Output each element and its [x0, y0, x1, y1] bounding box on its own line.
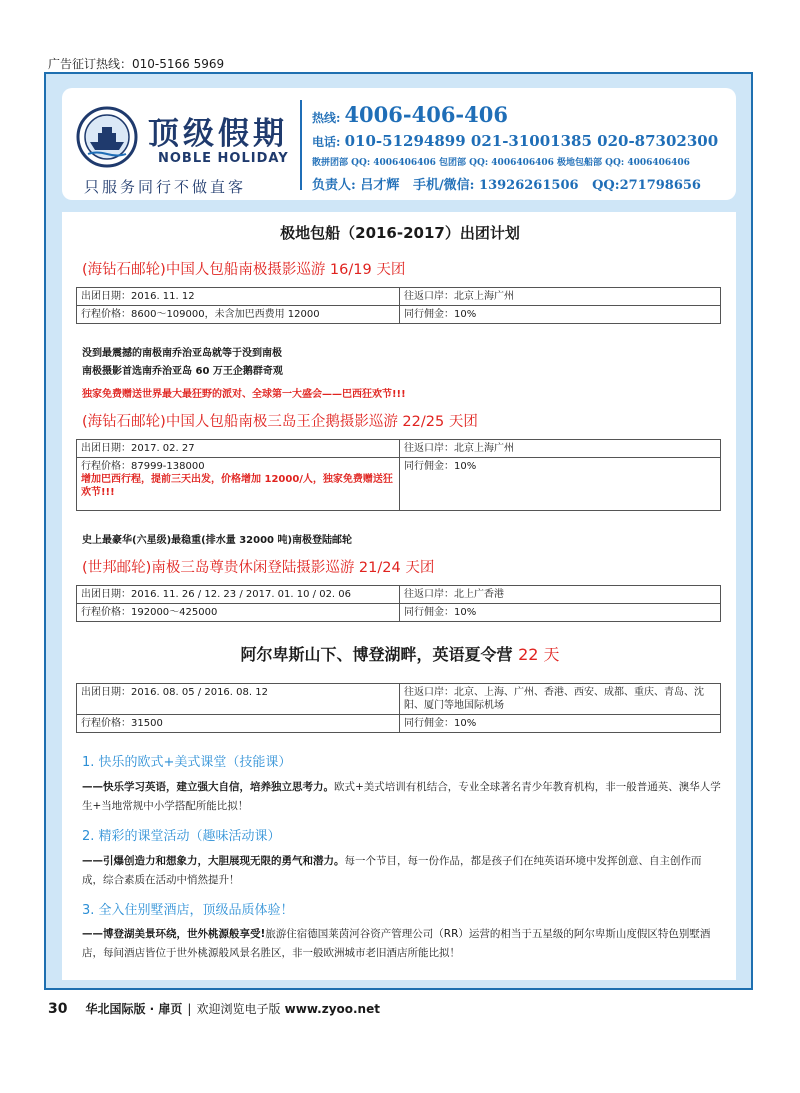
tour-3-name: 南极三岛尊贵休闲登陆摄影巡游 21/24 天团 [151, 560, 435, 576]
table-row [77, 306, 721, 324]
tour-1-commission: 同行佣金：10% [400, 306, 721, 324]
tour-1-table [76, 287, 721, 324]
page-footer [48, 1000, 380, 1017]
tour-2-ship: (海钻石邮轮) [82, 414, 166, 430]
ship-logo-icon [76, 106, 138, 168]
tour-1-port: 往返口岸：北京上海广州 [400, 288, 721, 306]
tour-2-title [82, 410, 478, 431]
tour-2-port: 往返口岸：北京上海广州 [400, 440, 721, 458]
qq-number: 271798656 [619, 178, 701, 193]
tour-2-table [76, 439, 721, 511]
promo-line: 独家免费赠送世界最大最狂野的派对、全球第一大盛会——巴西狂欢节!!! [82, 389, 406, 400]
table-row [77, 288, 721, 306]
manager-name: 吕才辉 [360, 178, 400, 193]
camp-date: 出团日期：2016. 08. 05 / 2016. 08. 12 [77, 684, 400, 715]
tour-3-title [82, 556, 434, 577]
brand-english: NOBLE HOLIDAY [158, 151, 289, 166]
ad-hotline: 广告征订热线：010-5166 5969 [48, 57, 225, 71]
section-1-text: 欧式+美式培训有机结合，专业全球著名青少年教育机构，非一般普通英、澳华人学生+当地常规中小学搭配所能比拟！ [82, 781, 721, 812]
page-title: 极地包船（2016-2017）出团计划 [280, 224, 520, 242]
camp-name: 阿尔卑斯山下、博登湖畔，英语夏令营 [240, 645, 513, 664]
table-row [77, 586, 721, 604]
edition-label: 华北国际版 · 扉页 [85, 1002, 183, 1016]
phone-row [312, 132, 718, 150]
table-row [77, 440, 721, 458]
table-row [77, 458, 721, 511]
tour-3-date: 出团日期：2016. 11. 26 / 12. 23 / 2017. 01. 10 / 02. 06 [77, 586, 400, 604]
section-2-body [82, 852, 722, 890]
camp-commission: 同行佣金：10% [400, 715, 721, 733]
hotline-number: 4006-406-406 [344, 102, 508, 127]
section-2-text: 每一个节目，每一份作品，都是孩子们在纯英语环境中发挥创意、自主创作而成，综合素质在活动中悄然提升！ [82, 855, 702, 886]
table-row [77, 715, 721, 733]
header-banner [62, 88, 736, 200]
camp-title [0, 642, 800, 665]
note-line: 没到最震撼的南极南乔治亚岛就等于没到南极 [82, 348, 282, 359]
tour-2-date: 出团日期：2017. 02. 27 [77, 440, 400, 458]
page-number: 30 [48, 1001, 68, 1017]
section-3-text: 旅游住宿德国莱茵河谷资产管理公司（RR）运营的相当于五星级的阿尔卑斯山度假区特色别墅酒店，每间酒店皆位于世外桃源般风景名胜区，非一般欧洲城市老旧酒店所能比拟！ [82, 928, 711, 959]
camp-table [76, 683, 721, 733]
tour-3-price: 行程价格：192000～425000 [77, 604, 400, 622]
tour-1-date: 出团日期：2016. 11. 12 [77, 288, 400, 306]
camp-days: 22 天 [518, 645, 560, 664]
tour-3-port: 往返口岸：北上广香港 [400, 586, 721, 604]
hotline-row [312, 102, 508, 127]
section-3-body [82, 925, 722, 963]
divider [300, 100, 302, 190]
phone-numbers: 010-51294899 021-31001385 020-87302300 [344, 132, 719, 150]
camp-port: 往返口岸：北京、上海、广州、香港、西安、成都、重庆、青岛、沈阳、厦门等地国际机场 [400, 684, 721, 715]
note-line: 南极摄影首选南乔治亚岛 60 万王企鹅群奇观 [82, 366, 283, 377]
mobile-number: 13926261506 [479, 178, 579, 193]
section-1-body [82, 778, 722, 816]
tour-3-ship: (世邦邮轮) [82, 560, 152, 576]
tour-1-ship: (海钻石邮轮) [82, 262, 166, 278]
tour-2-price: 行程价格：87999-138000 [81, 461, 205, 472]
section-3-heading: 3. 全入住别墅酒店，顶级品质体验！ [82, 903, 294, 918]
footer-separator: | [187, 1002, 192, 1016]
qq-row: 散拼团部 QQ: 4006406406 包团部 QQ: 4006406406 极地包船部 QQ: 4006406406 [312, 158, 690, 168]
manager-label: 负责人: [312, 178, 356, 193]
manager-row [312, 174, 701, 193]
table-row [77, 604, 721, 622]
mobile-label: 手机/微信: [412, 178, 475, 193]
tour-1-price: 行程价格：8600～109000，未含加巴西费用 12000 [77, 306, 400, 324]
footer-text: 欢迎浏览电子版 [196, 1002, 281, 1016]
tour-1-title [82, 258, 405, 279]
note-line: 史上最豪华(六星级)最稳重(排水量 32000 吨)南极登陆邮轮 [82, 535, 353, 546]
section-1-heading: 1. 快乐的欧式+美式课堂（技能课） [82, 755, 292, 770]
tour-1-name: 中国人包船南极摄影巡游 16/19 天团 [165, 262, 406, 278]
section-2-heading: 2. 精彩的课堂活动（趣味活动课） [82, 829, 281, 844]
hotline-label: 热线: [312, 111, 341, 125]
brand-chinese: 顶级假期 [148, 116, 288, 152]
tour-2-price-cell [77, 458, 400, 511]
tour-2-name: 中国人包船南极三岛王企鹅摄影巡游 22/25 天团 [165, 414, 478, 430]
website-link[interactable]: www.zyoo.net [284, 1002, 380, 1016]
qq-label: QQ: [592, 178, 620, 193]
section-3-lead: ——博登湖美景环绕，世外桃源般享受! [82, 928, 266, 940]
phone-label: 电话: [312, 135, 341, 149]
section-1-lead: ——快乐学习英语，建立强大自信，培养独立思考力。 [82, 781, 334, 793]
tour-3-table [76, 585, 721, 622]
camp-price: 行程价格：31500 [77, 715, 400, 733]
tour-2-extra: 增加巴西行程，提前三天出发，价格增加 12000/人，独家免费赠送狂欢节!!! [81, 474, 393, 498]
tour-2-commission: 同行佣金：10% [400, 458, 721, 511]
section-2-lead: ——引爆创造力和想象力，大胆展现无限的勇气和潜力。 [82, 855, 345, 867]
slogan: 只服务同行不做直客 [84, 178, 247, 196]
table-row [77, 684, 721, 715]
tour-3-commission: 同行佣金：10% [400, 604, 721, 622]
